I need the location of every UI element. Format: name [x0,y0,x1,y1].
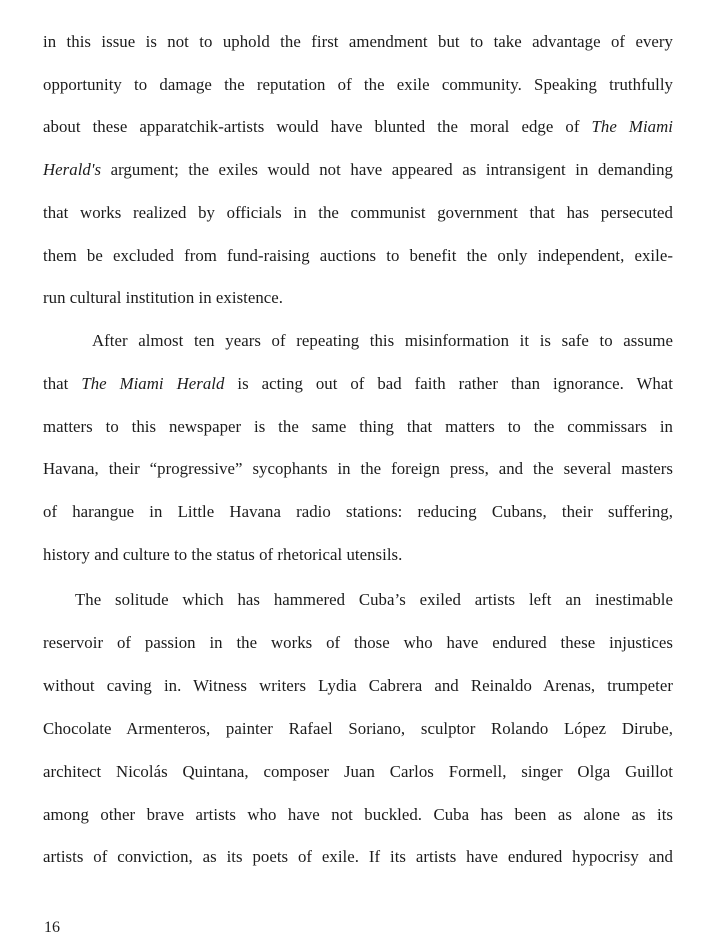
text-line: in this issue is not to uphold the first amendment but to take advantage of every [43,32,673,51]
text-line: run cultural institution in existence. [43,288,284,307]
text-line: architect Nicolás Quintana, composer Juan Carlos Formell, singer Olga Guillot [43,762,673,781]
text-line: that The Miami Herald is acting out of bad faith rather than ignorance. What [43,374,674,393]
text-line: about these apparatchik-artists would have blunted the moral edge of The Miami [43,117,673,136]
text-line: Herald's argument; the exiles would not have appeared as intransigent in demanding [43,160,673,179]
text-line: Havana, their “progressive” sycophants in the foreign press, and the several masters [43,459,673,478]
text-line: history and culture to the status of rhetorical utensils. [43,545,403,564]
text-line: of harangue in Little Havana radio stations: reducing Cubans, their suffering, [43,502,673,521]
text-line: The solitude which has hammered Cuba’s exiled artists left an inestimable [75,590,673,609]
page-number: 16 [44,919,60,936]
text-line: them be excluded from fund-raising auctions to benefit the only independent, exile- [43,246,673,265]
text-line: among other brave artists who have not buckled. Cuba has been as alone as its [43,805,673,824]
text-line: artists of conviction, as its poets of exile. If its artists have endured hypocrisy and [43,847,673,866]
text-line: that works realized by officials in the communist government that has persecuted [43,203,673,222]
text-line: without caving in. Witness writers Lydia Cabrera and Reinaldo Arenas, trumpeter [43,676,673,695]
text-line: reservoir of passion in the works of those who have endured these injustices [43,633,673,652]
text-line: After almost ten years of repeating this misinformation it is safe to assume [92,331,673,350]
text-line: matters to this newspaper is the same thing that matters to the commissars in [43,417,673,436]
text-line: opportunity to damage the reputation of the exile community. Speaking truthfully [43,75,673,94]
text-line: Chocolate Armenteros, painter Rafael Soriano, sculptor Rolando López Dirube, [43,719,673,738]
